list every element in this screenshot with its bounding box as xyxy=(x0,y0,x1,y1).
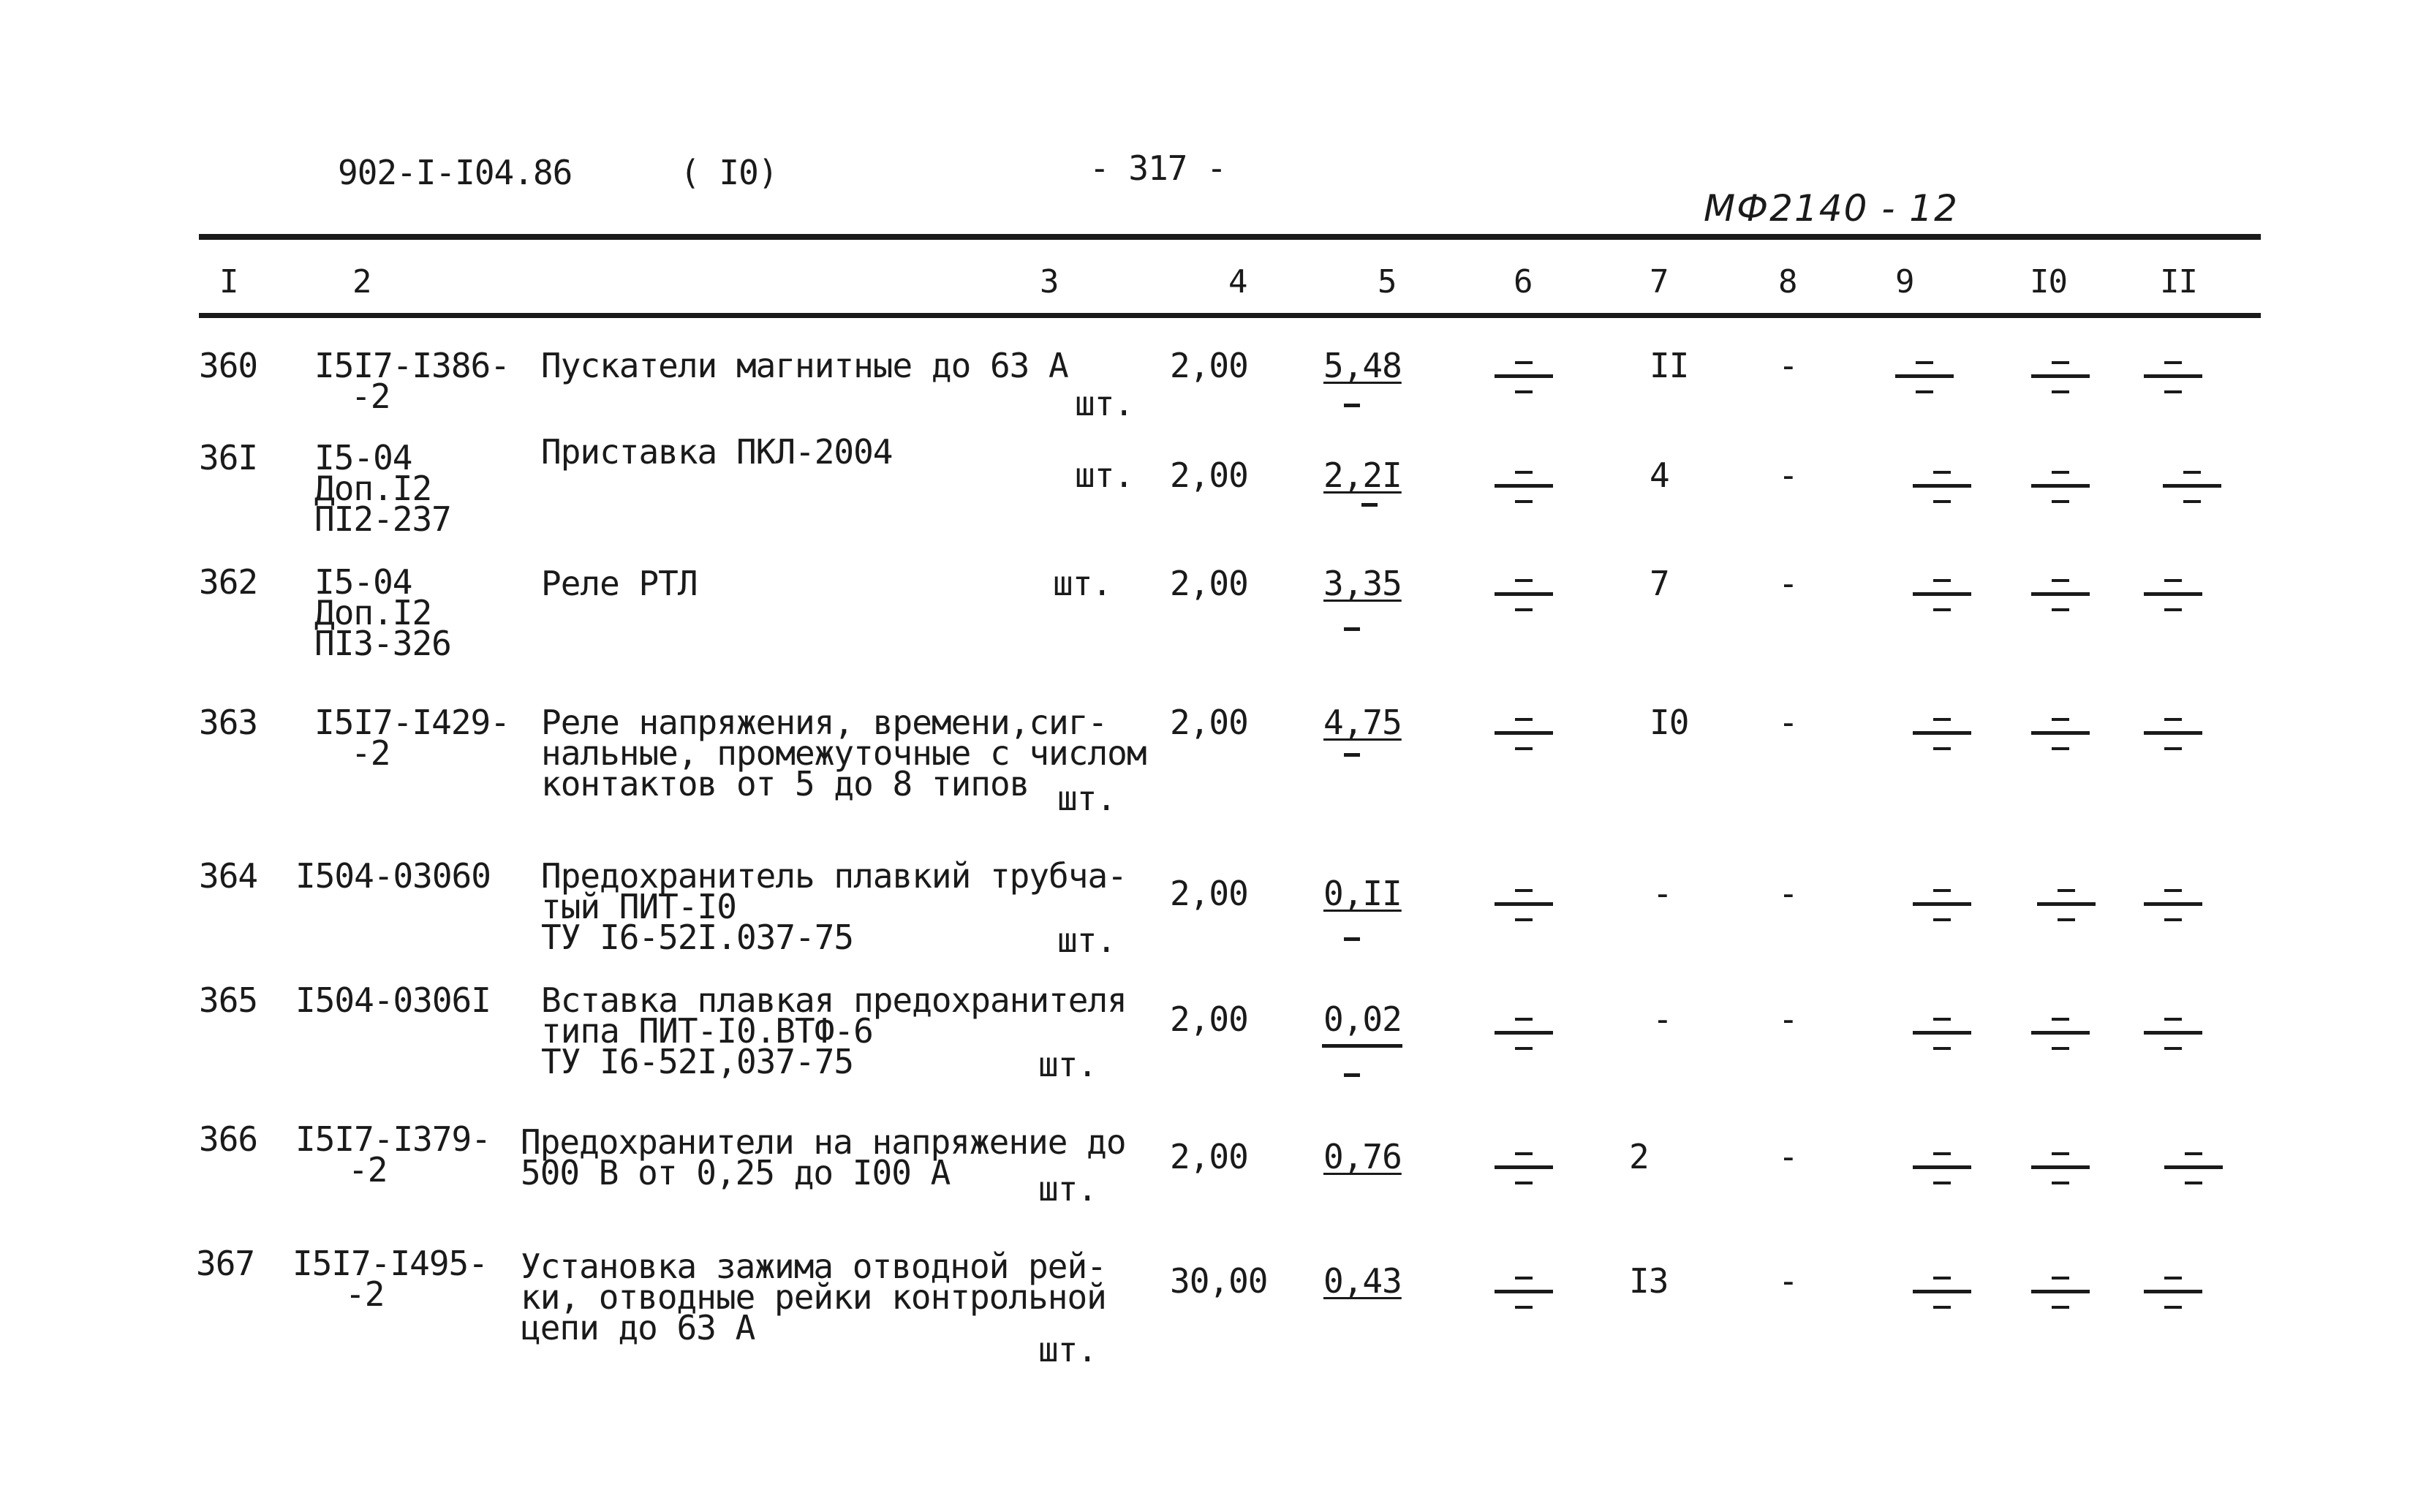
item-description: контактов от 5 до 8 типов xyxy=(541,764,1029,804)
fraction-mark xyxy=(1495,1152,1553,1196)
col8-value: - xyxy=(1778,874,1798,913)
quantity: 30,00 xyxy=(1170,1261,1268,1301)
item-description: Приставка ПКЛ-2004 xyxy=(541,432,893,472)
fraction-mark xyxy=(2144,361,2202,405)
catalog-code: I5-04 xyxy=(314,438,412,477)
col8-value: - xyxy=(1778,1137,1798,1176)
page-number: - 317 - xyxy=(1089,148,1226,188)
catalog-code: ПI3-326 xyxy=(314,624,451,663)
catalog-code: I5I7-I386- xyxy=(314,346,510,385)
fraction-mark xyxy=(2144,889,2202,933)
fraction-mark xyxy=(2031,1018,2090,1062)
col8-value: - xyxy=(1778,564,1798,603)
fraction-mark xyxy=(1495,718,1553,762)
fraction-mark xyxy=(1495,361,1553,405)
fraction-mark xyxy=(1495,471,1553,515)
item-description: ТУ I6-52I,037-75 xyxy=(541,1042,854,1081)
fraction-mark xyxy=(2163,471,2221,515)
unit: шт. xyxy=(1057,921,1117,960)
fraction-mark xyxy=(2031,361,2090,405)
dash-mark xyxy=(1344,753,1360,757)
dash-mark xyxy=(1344,404,1360,407)
catalog-code: ПI2-237 xyxy=(314,499,451,539)
row-number: 364 xyxy=(199,856,258,896)
unit: шт. xyxy=(1075,384,1134,423)
fraction-mark xyxy=(2031,1152,2090,1196)
col-header-8: 8 xyxy=(1778,263,1797,300)
item-description: цепи до 63 А xyxy=(521,1308,755,1347)
col-header-6: 6 xyxy=(1514,263,1533,300)
catalog-code: -2 xyxy=(351,733,390,773)
item-description: Установка зажима отводной рей- xyxy=(521,1247,1106,1286)
fraction-mark xyxy=(2031,718,2090,762)
fraction-mark xyxy=(1913,1018,1971,1062)
col7-value: 4 xyxy=(1650,456,1669,495)
fraction-mark xyxy=(1913,718,1971,762)
item-description: Пускатели магнитные до 63 А xyxy=(541,346,1068,385)
quantity: 2,00 xyxy=(1170,999,1248,1039)
col-header-3: 3 xyxy=(1040,263,1059,300)
col-header-2: 2 xyxy=(352,263,371,300)
col7-value: - xyxy=(1652,874,1672,913)
catalog-code: -2 xyxy=(351,377,390,416)
dash-mark xyxy=(1344,1073,1360,1077)
col-header-10: I0 xyxy=(2030,263,2067,300)
col-header-11: II xyxy=(2160,263,2197,300)
unit-price: 0,43 xyxy=(1323,1261,1402,1301)
unit-price: 3,35 xyxy=(1323,564,1402,603)
unit-price: 0,II xyxy=(1323,874,1402,913)
fraction-mark xyxy=(2144,1277,2202,1320)
catalog-code: -2 xyxy=(348,1150,388,1190)
fraction-mark xyxy=(1913,889,1971,933)
col7-value: II xyxy=(1650,346,1689,385)
unit-price: 5,48 xyxy=(1323,346,1402,385)
dash-mark xyxy=(1344,937,1360,941)
fraction-mark xyxy=(1495,889,1553,933)
catalog-code: I5I7-I429- xyxy=(314,703,510,742)
price-underline xyxy=(1322,1044,1402,1048)
dash-mark xyxy=(1344,627,1360,631)
fraction-mark xyxy=(1495,1277,1553,1320)
col7-value: 7 xyxy=(1650,564,1669,603)
item-description: Вставка плавкая предохранителя xyxy=(541,980,1127,1020)
col-header-4: 4 xyxy=(1228,263,1247,300)
fraction-mark xyxy=(2144,579,2202,623)
item-description: ТУ I6-52I.037-75 xyxy=(541,918,854,957)
fraction-mark xyxy=(2031,579,2090,623)
unit: шт. xyxy=(1053,564,1112,603)
fraction-mark xyxy=(2031,1277,2090,1320)
unit-price: 0,76 xyxy=(1323,1137,1402,1176)
item-description: 500 В от 0,25 до I00 А xyxy=(521,1153,951,1192)
col7-value: 2 xyxy=(1629,1137,1649,1176)
quantity: 2,00 xyxy=(1170,703,1248,742)
col-header-9: 9 xyxy=(1895,263,1914,300)
row-number: 360 xyxy=(199,346,258,385)
fraction-mark xyxy=(1913,1152,1971,1196)
unit-price: 0,02 xyxy=(1323,999,1402,1039)
fraction-mark xyxy=(2144,718,2202,762)
item-description: Реле РТЛ xyxy=(541,564,698,603)
section-number: ( I0) xyxy=(680,153,778,192)
fraction-mark xyxy=(2164,1152,2223,1196)
unit-price: 2,2I xyxy=(1323,456,1402,495)
item-description: типа ПИТ-I0.ВТФ-6 xyxy=(541,1011,873,1051)
catalog-code: I5I7-I379- xyxy=(295,1119,491,1159)
row-number: 363 xyxy=(199,703,258,742)
unit: шт. xyxy=(1057,779,1117,818)
unit-price: 4,75 xyxy=(1323,703,1402,742)
fraction-mark xyxy=(1895,361,1954,405)
row-number: 366 xyxy=(199,1119,258,1159)
col8-value: - xyxy=(1778,1261,1798,1301)
unit: шт. xyxy=(1038,1169,1097,1209)
unit: шт. xyxy=(1038,1045,1097,1084)
col-header-7: 7 xyxy=(1650,263,1669,300)
item-description: нальные, промежуточные с числом xyxy=(541,733,1146,773)
row-number: 362 xyxy=(199,562,258,602)
doc-code: 902-I-I04.86 xyxy=(338,153,573,192)
catalog-code: I5I7-I495- xyxy=(292,1244,488,1283)
col7-value: I3 xyxy=(1629,1261,1669,1301)
quantity: 2,00 xyxy=(1170,346,1248,385)
catalog-code: I504-0306I xyxy=(295,980,491,1020)
row-number: 367 xyxy=(196,1244,255,1283)
item-description: Предохранитель плавкий трубча- xyxy=(541,856,1127,896)
catalog-code: Доп.I2 xyxy=(314,469,432,508)
item-description: Реле напряжения, времени,сиг- xyxy=(541,703,1108,742)
col-header-1: I xyxy=(219,263,238,300)
table-top-rule xyxy=(199,234,2261,240)
unit: шт. xyxy=(1038,1330,1097,1369)
catalog-code: -2 xyxy=(345,1274,385,1314)
row-number: 36I xyxy=(199,438,258,477)
table-header-rule xyxy=(199,313,2261,318)
item-description: Предохранители на напряжение до xyxy=(521,1122,1126,1162)
catalog-code: I504-03060 xyxy=(295,856,491,896)
fraction-mark xyxy=(1495,1018,1553,1062)
fraction-mark xyxy=(1913,1277,1971,1320)
col7-value: - xyxy=(1652,999,1672,1039)
unit: шт. xyxy=(1075,456,1134,495)
quantity: 2,00 xyxy=(1170,564,1248,603)
catalog-code: Доп.I2 xyxy=(314,593,432,632)
col8-value: - xyxy=(1778,456,1798,495)
quantity: 2,00 xyxy=(1170,456,1248,495)
quantity: 2,00 xyxy=(1170,1137,1248,1176)
col7-value: I0 xyxy=(1650,703,1689,742)
fraction-mark xyxy=(2144,1018,2202,1062)
fraction-mark xyxy=(1913,471,1971,515)
quantity: 2,00 xyxy=(1170,874,1248,913)
fraction-mark xyxy=(2037,889,2096,933)
dash-mark xyxy=(1361,503,1378,507)
col-header-5: 5 xyxy=(1378,263,1397,300)
col8-value: - xyxy=(1778,999,1798,1039)
col8-value: - xyxy=(1778,703,1798,742)
item-description: ки, отводные рейки контрольной xyxy=(521,1277,1106,1317)
fraction-mark xyxy=(1495,579,1553,623)
row-number: 365 xyxy=(199,980,258,1020)
col8-value: - xyxy=(1778,346,1798,385)
fraction-mark xyxy=(1913,579,1971,623)
handwritten-ref: МФ2140 - 12 xyxy=(1704,187,1959,230)
fraction-mark xyxy=(2031,471,2090,515)
item-description: тый ПИТ-I0 xyxy=(541,887,736,926)
catalog-code: I5-04 xyxy=(314,562,412,602)
